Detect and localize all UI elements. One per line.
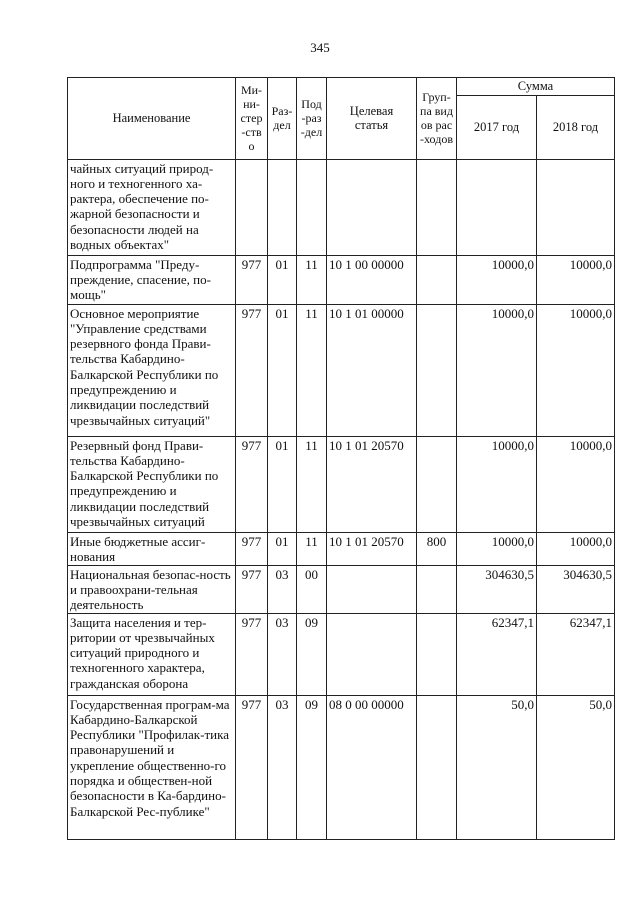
table-row <box>68 695 615 839</box>
table-row <box>68 304 615 436</box>
row-target <box>327 159 417 255</box>
row-2017: 304630,5 <box>457 565 537 613</box>
table-row <box>68 436 615 532</box>
header-ministry <box>236 78 268 160</box>
table-body <box>68 159 615 839</box>
row-name: Государственная програм-ма Кабардино-Балкарской Республики "Профилак-тика правонарушений и укрепление общественно-го порядка и обществен-ной безопасности в Ка-бардино-Балкарской Рес-публике" <box>68 695 236 839</box>
row-group: 800 <box>417 532 457 565</box>
header-section-text: Раз-дел <box>271 104 293 133</box>
row-2018: 10000,0 <box>537 304 615 436</box>
row-target <box>327 613 417 695</box>
row-name: Подпрограмма "Преду-преждение, спасение, по-мощь" <box>68 255 236 304</box>
row-ministry: 977 <box>236 532 268 565</box>
row-2017 <box>457 159 537 255</box>
row-subsection: 11 <box>297 304 327 436</box>
header-target: Целевая статья <box>327 78 417 160</box>
row-2018: 10000,0 <box>537 255 615 304</box>
row-2017: 50,0 <box>457 695 537 839</box>
header-expense-group-text: Груп-па видов рас-ходов <box>420 90 453 147</box>
row-ministry: 977 <box>236 436 268 532</box>
row-section: 01 <box>268 436 297 532</box>
row-subsection: 00 <box>297 565 327 613</box>
row-name: Основное мероприятие "Управление средствами резервного фонда Прави-тельства Кабардино-Балкарской Республики по предупреждению и ликвидации последствий чрезвычайных ситуаций" <box>68 304 236 436</box>
row-group <box>417 695 457 839</box>
budget-table <box>67 77 615 840</box>
row-2018: 10000,0 <box>537 532 615 565</box>
row-section: 01 <box>268 532 297 565</box>
table-header <box>68 78 615 160</box>
row-group <box>417 304 457 436</box>
row-section: 01 <box>268 255 297 304</box>
row-target: 08 0 00 00000 <box>327 695 417 839</box>
row-2017: 10000,0 <box>457 436 537 532</box>
row-target: 10 1 01 00000 <box>327 304 417 436</box>
row-ministry <box>236 159 268 255</box>
row-2017: 10000,0 <box>457 255 537 304</box>
row-name: чайных ситуаций природ-ного и техногенного ха-рактера, обеспечение по-жарной безопасности и безопасности людей на водных объектах" <box>68 159 236 255</box>
header-year-2018: 2018 год <box>537 95 615 159</box>
row-name: Национальная безопас-ность и правоохрани-тельная деятельность <box>68 565 236 613</box>
row-ministry: 977 <box>236 613 268 695</box>
row-2017: 62347,1 <box>457 613 537 695</box>
row-name: Резервный фонд Прави-тельства Кабардино-Балкарской Республики по предупреждению и ликвидации последствий чрезвычайных ситуаций <box>68 436 236 532</box>
page-number: 345 <box>310 40 330 55</box>
header-subsection <box>297 78 327 160</box>
row-subsection: 11 <box>297 436 327 532</box>
table-row <box>68 565 615 613</box>
row-group <box>417 613 457 695</box>
row-target: 10 1 00 00000 <box>327 255 417 304</box>
header-year-2017: 2017 год <box>457 95 537 159</box>
row-section <box>268 159 297 255</box>
row-ministry: 977 <box>236 565 268 613</box>
row-2017: 10000,0 <box>457 532 537 565</box>
row-group <box>417 255 457 304</box>
row-subsection: 09 <box>297 695 327 839</box>
row-2018: 10000,0 <box>537 436 615 532</box>
row-subsection: 11 <box>297 255 327 304</box>
row-target: 10 1 01 20570 <box>327 532 417 565</box>
row-name: Защита населения и тер-ритории от чрезвычайных ситуаций природного и техногенного характера, гражданская оборона <box>68 613 236 695</box>
header-sum: Сумма <box>457 78 615 96</box>
row-2018 <box>537 159 615 255</box>
header-section <box>268 78 297 160</box>
row-2017: 10000,0 <box>457 304 537 436</box>
row-name: Иные бюджетные ассиг-нования <box>68 532 236 565</box>
row-group <box>417 565 457 613</box>
row-2018: 50,0 <box>537 695 615 839</box>
header-subsection-text: Под-раз-дел <box>300 97 323 140</box>
header-ministry-text: Ми-ни-стер-ство <box>240 83 263 154</box>
row-group <box>417 159 457 255</box>
row-section: 03 <box>268 613 297 695</box>
row-ministry: 977 <box>236 255 268 304</box>
row-target: 10 1 01 20570 <box>327 436 417 532</box>
row-subsection <box>297 159 327 255</box>
row-target <box>327 565 417 613</box>
row-ministry: 977 <box>236 304 268 436</box>
row-subsection: 11 <box>297 532 327 565</box>
table-row <box>68 255 615 304</box>
row-group <box>417 436 457 532</box>
header-name: Наименование <box>68 78 236 160</box>
row-section: 01 <box>268 304 297 436</box>
row-ministry: 977 <box>236 695 268 839</box>
table-row <box>68 613 615 695</box>
row-section: 03 <box>268 565 297 613</box>
row-2018: 62347,1 <box>537 613 615 695</box>
row-2018: 304630,5 <box>537 565 615 613</box>
table-row <box>68 532 615 565</box>
header-expense-group <box>417 78 457 160</box>
row-section: 03 <box>268 695 297 839</box>
table-row <box>68 159 615 255</box>
row-subsection: 09 <box>297 613 327 695</box>
